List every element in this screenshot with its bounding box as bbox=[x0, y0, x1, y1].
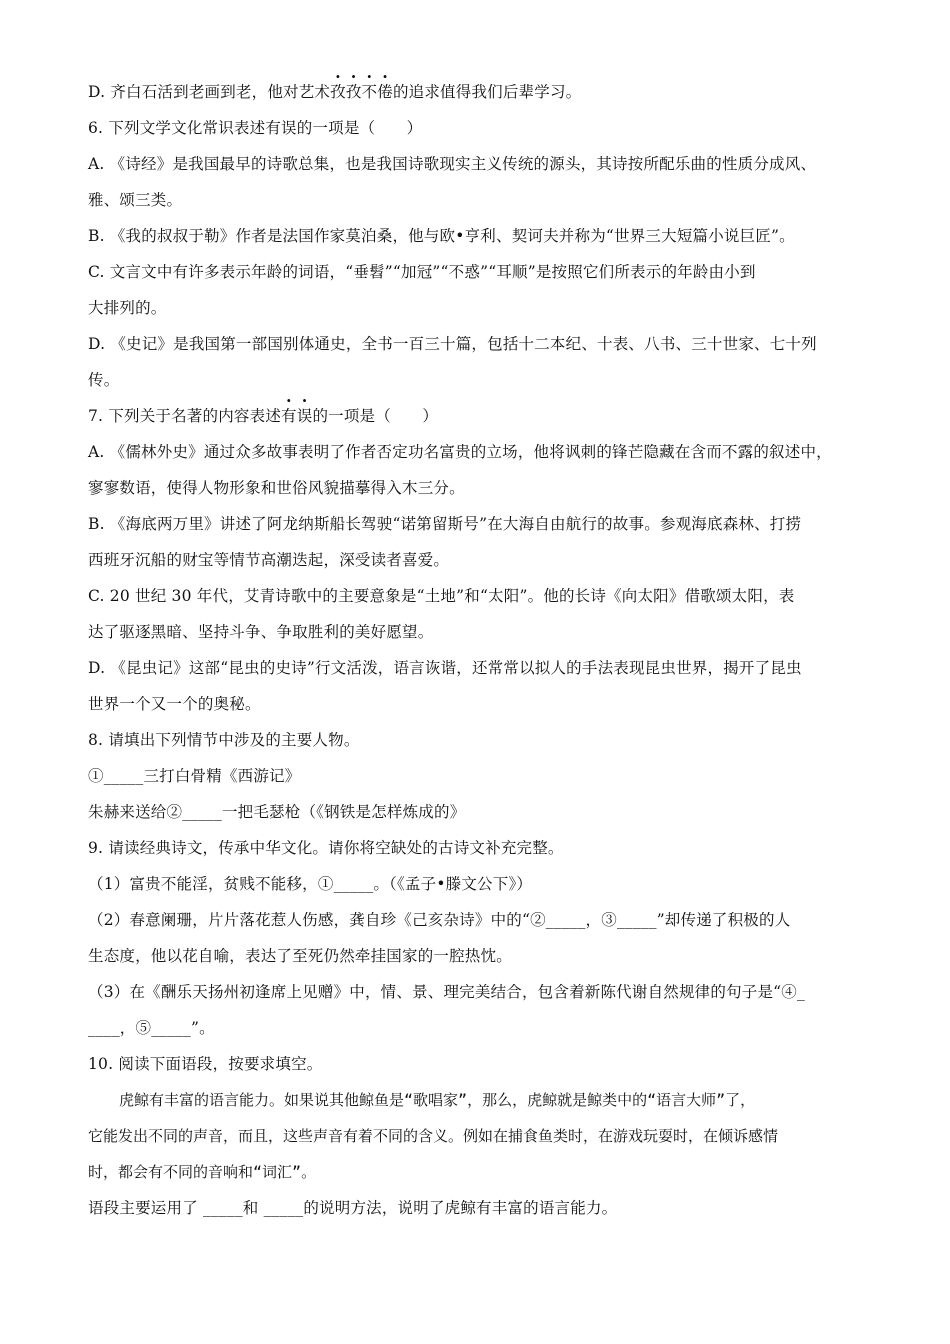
emphasis-char: 有 bbox=[281, 407, 297, 425]
q6-option-d: D. 《史记》是我国第一部国别体通史，全书一百三十篇，包括十二本纪、十表、八书、三十世家、七十列 bbox=[88, 335, 817, 353]
emphasis-char: 不 bbox=[361, 83, 378, 101]
q10-passage-line-1: 虎鲸有丰富的语言能力。如果说其他鲸鱼是“歌唱家”，那么，虎鲸就是鲸类中的“语言大师”了， bbox=[119, 1091, 756, 1109]
q7-option-d-cont: 世界一个又一个的奥秘。 bbox=[88, 695, 261, 713]
q7-stem: 7. 下列关于名著的内容表述有误的一项是（ ） bbox=[88, 407, 439, 425]
emphasis-char: 误 bbox=[296, 407, 313, 425]
q6-stem: 6. 下列文学文化常识表述有误的一项是（ ） bbox=[88, 119, 423, 137]
q6-option-d-cont: 传。 bbox=[88, 371, 120, 389]
q6-option-b: B. 《我的叔叔于勒》作者是法国作家莫泊桑，他与欧•亨利、契诃夫并称为“世界三大短篇小说巨匠”。 bbox=[88, 227, 795, 245]
emphasis-char: 孜 bbox=[330, 83, 346, 101]
emphasis-char: 倦 bbox=[377, 83, 393, 101]
q9-part-1: （1）富贵不能淫，贫贱不能移，①_____。（《孟子•滕文公下》） bbox=[88, 875, 533, 893]
q7-option-b-cont: 西班牙沉船的财宝等情节高潮迭起，深受读者喜爱。 bbox=[88, 551, 450, 569]
q9-part-2: （2）春意阑珊，片片落花惹人伤感，龚自珍《己亥杂诗》中的“②_____，③_____”却传递了积极的人 bbox=[88, 911, 791, 929]
q7-option-d: D. 《昆虫记》这部“昆虫的史诗”行文活泼，语言诙谐，还常常以拟人的手法表现昆虫世界，揭开了昆虫 bbox=[88, 659, 802, 677]
q10-question: 语段主要运用了 _____和 _____的说明方法，说明了虎鲸有丰富的语言能力。 bbox=[88, 1199, 618, 1217]
q10-passage-line-2: 它能发出不同的声音，而且，这些声音有着不同的含义。例如在捕食鱼类时，在游戏玩耍时，在倾诉感情 bbox=[88, 1127, 779, 1145]
q6-option-c: C. 文言文中有许多表示年龄的词语，“垂髫”“加冠”“不惑”“耳顺”是按照它们所表示的年龄由小到 bbox=[88, 263, 756, 281]
q9-stem: 9. 请读经典诗文，传承中华文化。请你将空缺处的古诗文补充完整。 bbox=[88, 839, 564, 857]
q8-item-2: 朱赫来送给②_____一把毛瑟枪（《钢铁是怎样炼成的》 bbox=[88, 803, 466, 821]
q8-stem: 8. 请填出下列情节中涉及的主要人物。 bbox=[88, 731, 360, 749]
q6-option-a: A. 《诗经》是我国最早的诗歌总集，也是我国诗歌现实主义传统的源头，其诗按所配乐曲的性质分成风、 bbox=[88, 155, 817, 173]
emphasis-char: 孜 bbox=[345, 83, 362, 101]
q7-option-b: B. 《海底两万里》讲述了阿龙纳斯船长驾驶“诺第留斯号”在大海自由航行的故事。参观海底森林、打捞 bbox=[88, 515, 802, 533]
q7-option-c-cont: 达了驱逐黑暗、坚持斗争、争取胜利的美好愿望。 bbox=[88, 623, 434, 641]
q6-option-a-cont: 雅、颂三类。 bbox=[88, 191, 183, 209]
q5-option-d: D. 齐白石活到老画到老，他对艺术孜孜不倦的追求值得我们后辈学习。 bbox=[88, 83, 582, 101]
q10-passage-line-3: 时，都会有不同的音响和“词汇”。 bbox=[88, 1163, 317, 1181]
q9-part-3-cont: ____，⑤_____”。 bbox=[88, 1019, 215, 1037]
q10-stem: 10. 阅读下面语段，按要求填空。 bbox=[88, 1055, 323, 1073]
q9-part-2-cont: 生态度，他以花自喻，表达了至死仍然牵挂国家的一腔热忱。 bbox=[88, 947, 512, 965]
q7-option-a-cont: 寥寥数语，使得人物形象和世俗风貌描摹得入木三分。 bbox=[88, 479, 465, 497]
q7-option-a: A. 《儒林外史》通过众多故事表明了作者否定功名富贵的立场，他将讽刺的锋芒隐藏在含而不露的叙述中， bbox=[88, 443, 832, 461]
q7-option-c: C. 20 世纪 30 年代，艾青诗歌中的主要意象是“土地”和“太阳”。他的长诗《向太阳》借歌颂太阳，表 bbox=[88, 587, 795, 605]
q9-part-3: （3）在《酬乐天扬州初逢席上见赠》中，情、景、理完美结合，包含着新陈代谢自然规律的句子是“④_ bbox=[88, 983, 805, 1001]
q8-item-1: ①_____三打白骨精《西游记》 bbox=[88, 767, 301, 785]
q6-option-c-cont: 大排列的。 bbox=[88, 299, 167, 317]
